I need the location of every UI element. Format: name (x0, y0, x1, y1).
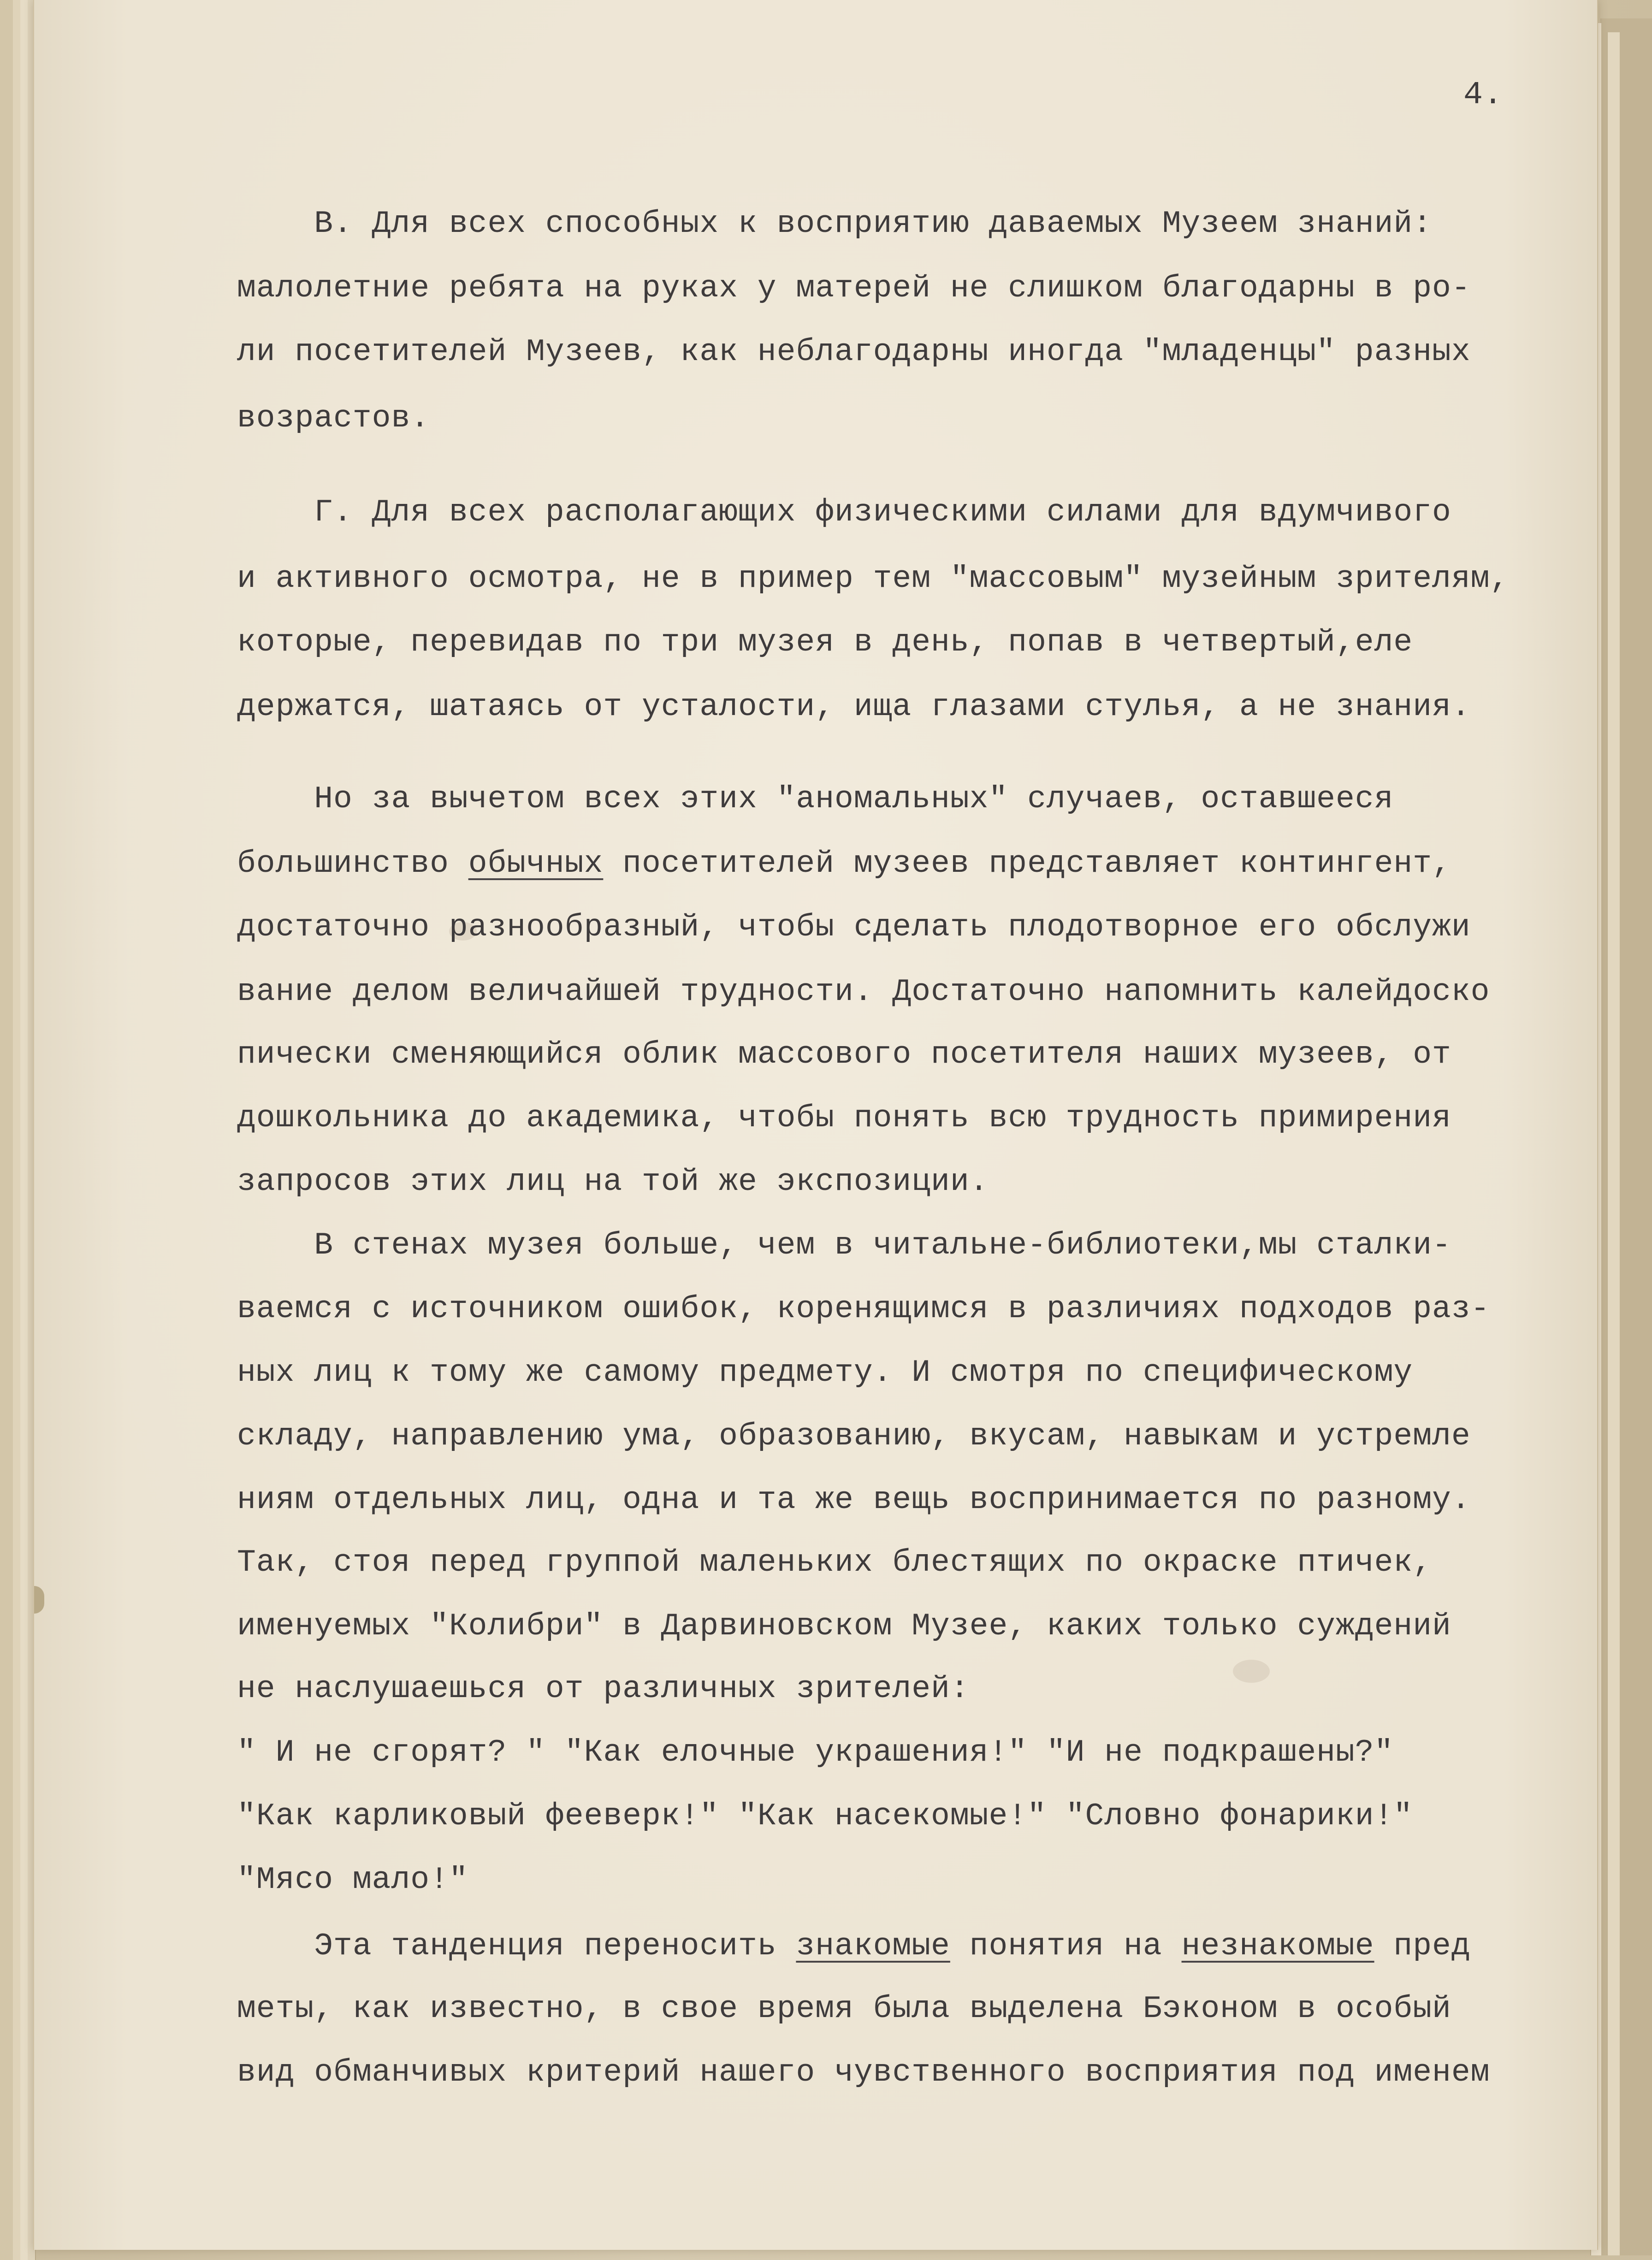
text-line: "Мясо мало!" (237, 1862, 468, 1898)
text-line: именуемых "Колибри" в Дарвиновском Музее, каких только суждений (237, 1609, 1451, 1644)
text-line: складу, направлению ума, образованию, вкусам, навыкам и устремле (237, 1419, 1471, 1454)
text-line: вание делом величайшей трудности. Достаточно напомнить калейдоско (237, 974, 1490, 1010)
underlined-word: незнакомые (1181, 1929, 1374, 1964)
text-line: В. Для всех способных к восприятию даваемых Музеем знаний: (237, 206, 1433, 242)
text-line: Но за вычетом всех этих "аномальных" случаев, оставшееся (237, 781, 1394, 817)
page-number: 4. (1463, 77, 1504, 113)
underlined-word: знакомые (796, 1929, 950, 1964)
underlined-word: обычных (468, 846, 604, 882)
body-text (237, 0, 1593, 2250)
text-line: " И не сгорят? " "Как елочные украшения!" "И не подкрашены?" (237, 1735, 1394, 1770)
text-line: запросов этих лиц на той же экспозиции. (237, 1164, 989, 1200)
text-line: которые, перевидав по три музея в день, попав в четвертый,еле (237, 625, 1413, 660)
text-line: ли посетителей Музеев, как неблагодарны иногда "младенцы" разных (237, 334, 1471, 370)
text-line: ных лиц к тому же самому предмету. И смотря по специфическому (237, 1355, 1413, 1390)
text-line: большинство обычных посетителей музеев представляет контингент, (237, 846, 1451, 882)
text-line: "Как карликовый фееверк!" "Как насекомые!" "Словно фонарики!" (237, 1799, 1413, 1834)
text-line: не наслушаешься от различных зрителей: (237, 1671, 970, 1707)
text-line: и активного осмотра, не в пример тем "массовым" музейным зрителям, (237, 561, 1510, 597)
text-line: достаточно разнообразный, чтобы сделать плодотворное его обслужи (237, 910, 1471, 945)
text-line: малолетние ребята на руках у матерей не слишком благодарны в ро- (237, 271, 1471, 306)
text-line: держатся, шатаясь от усталости, ища глазами стулья, а не знания. (237, 689, 1471, 725)
text-line: В стенах музея больше, чем в читальне-библиотеки,мы сталки- (237, 1228, 1451, 1263)
binding-hole (34, 1586, 44, 1614)
text-line: меты, как известно, в свое время была выделена Бэконом в особый (237, 1991, 1451, 2027)
text-line: возрастов. (237, 401, 430, 436)
text-line: ниям отдельных лиц, одна и та же вещь воспринимается по разному. (237, 1482, 1471, 1518)
text-line: пически сменяющийся облик массового посетителя наших музеев, от (237, 1037, 1451, 1072)
text-line: дошкольника до академика, чтобы понять всю трудность примирения (237, 1100, 1451, 1136)
text-line: вид обманчивых критерий нашего чувственного восприятия под именем (237, 2055, 1490, 2090)
typewritten-page (33, 0, 1598, 2250)
text-line: Эта танденция переносить знакомые понятия на незнакомые пред (237, 1929, 1471, 1964)
text-line: Так, стоя перед группой маленьких блестящих по окраске птичек, (237, 1545, 1433, 1580)
text-line: Г. Для всех располагающих физическими силами для вдумчивого (237, 495, 1451, 530)
text-line: ваемся с источником ошибок, коренящимся в различиях подходов раз- (237, 1291, 1490, 1327)
page-stack-edge-right (1607, 32, 1620, 2255)
